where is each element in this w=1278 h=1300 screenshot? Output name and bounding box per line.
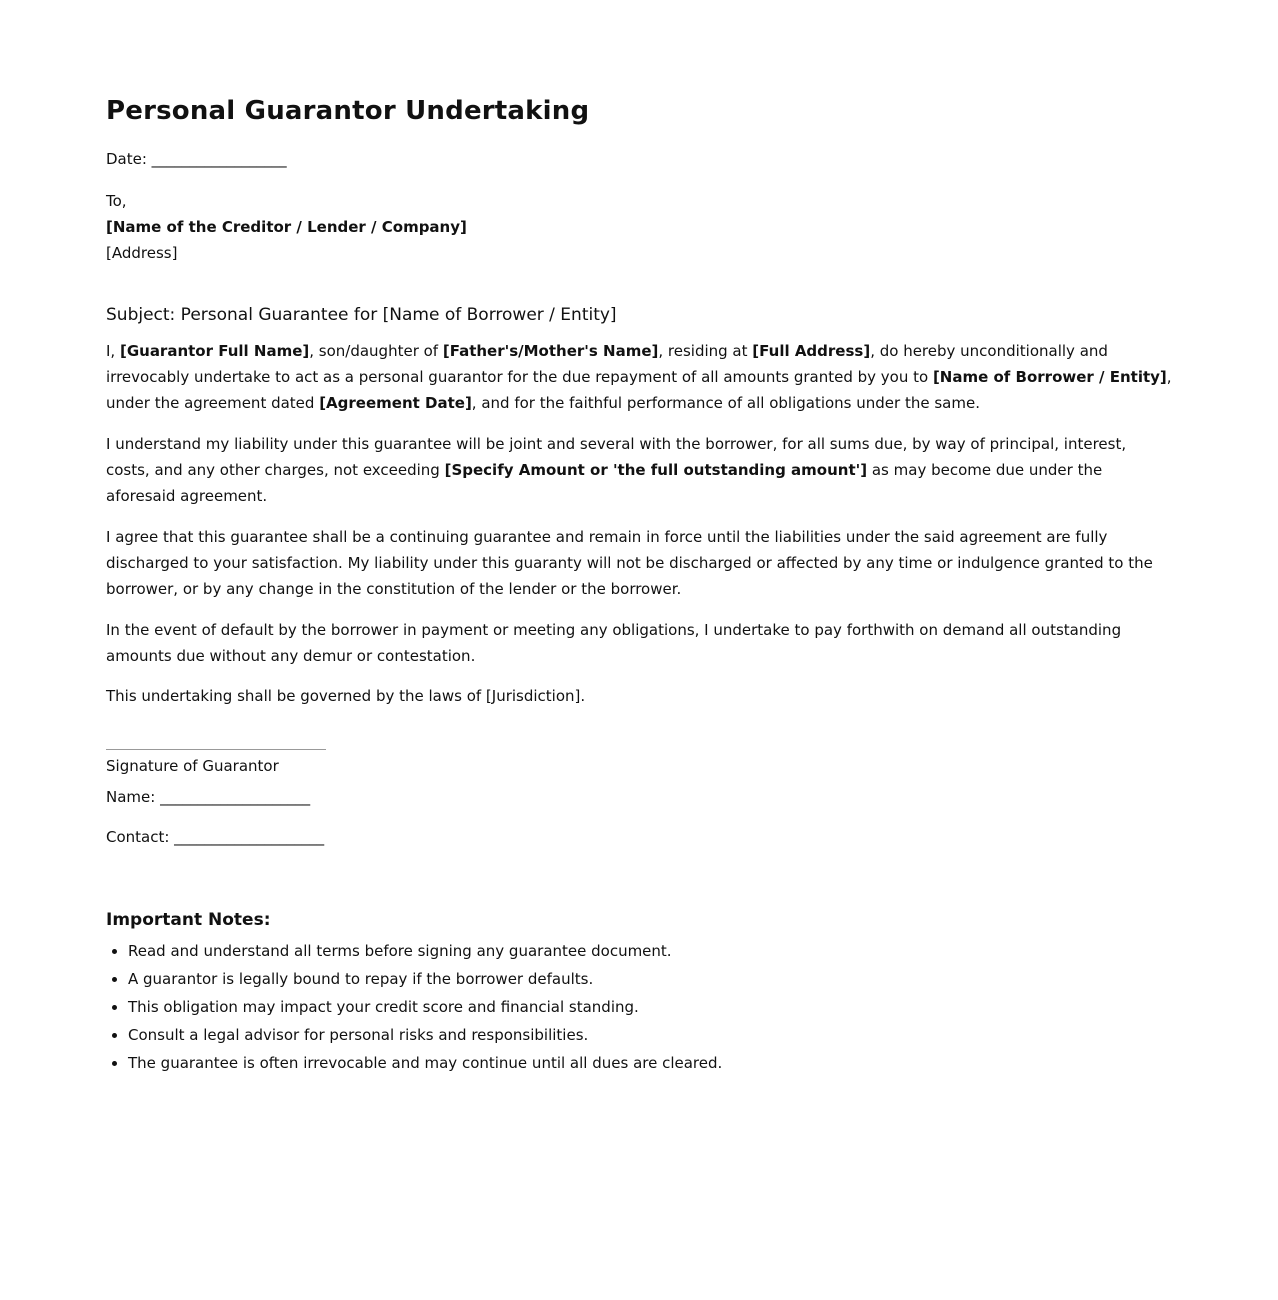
notes-heading: Important Notes: — [106, 910, 271, 930]
placeholder-guarantor-name: [Guarantor Full Name] — [119, 342, 310, 360]
signature-name-line: Name: ____________________ — [106, 788, 311, 806]
recipient-address: [Address] — [106, 244, 178, 262]
signature-label: Signature of Guarantor — [106, 757, 279, 775]
list-item: • This obligation may impact your credit score and financial standing. — [128, 993, 1172, 1021]
signature-contact-line: Contact: ____________________ — [106, 828, 325, 846]
list-item: • Consult a legal advisor for personal risks and responsibilities. — [128, 1021, 1172, 1049]
placeholder-borrower-name: [Name of Borrower / Entity] — [932, 368, 1167, 386]
subject-line: Subject: Personal Guarantee for [Name of Borrower / Entity] — [106, 305, 617, 325]
list-item: • Read and understand all terms before signing any guarantee document. — [128, 937, 1172, 965]
placeholder-amount: [Specify Amount or 'the full outstanding amount'] — [444, 461, 868, 479]
paragraph-jurisdiction: This undertaking shall be governed by the laws of [Jurisdiction]. — [106, 687, 586, 705]
paragraph-liability: I understand my liability under this guarantee will be joint and several with the borrower, for all sums due, by way of principal, interest, costs, and any other charges, not exceeding [Specify Amount or 'the full outstanding amount'] as may become due under the aforesaid agreement. — [106, 435, 1127, 505]
notes-list — [106, 937, 1172, 1077]
paragraph-continuing-guarantee: I agree that this guarantee shall be a continuing guarantee and remain in force until the liabilities under the said agreement are fully discharged to your satisfaction. My liability under this guaranty will not be discharged or affected by any time or indulgence granted to the borrower, or by any change in the constitution of the lender or the borrower. — [106, 528, 1153, 598]
placeholder-agreement-date: [Agreement Date] — [319, 394, 472, 412]
recipient-block — [106, 188, 1172, 266]
paragraph-default: In the event of default by the borrower in payment or meeting any obligations, I undertake to pay forthwith on demand all outstanding amounts due without any demur or contestation. — [106, 621, 1122, 665]
paragraph-undertaking: I, [Guarantor Full Name], son/daughter of [Father's/Mother's Name], residing at [Full Address], do hereby unconditionally and irrevocably undertake to act as a personal guarantor for the due repayment of all amounts granted by you to [Name of Borrower / Entity], under the agreement dated [Agreement Date], and for the faithful performance of all obligations under the same. — [106, 342, 1172, 412]
placeholder-parent-name: [Father's/Mother's Name] — [442, 342, 659, 360]
document-body — [106, 92, 1172, 1077]
list-item: • The guarantee is often irrevocable and may continue until all dues are cleared. — [128, 1049, 1172, 1077]
list-item: • A guarantor is legally bound to repay if the borrower defaults. — [128, 965, 1172, 993]
document-title: Personal Guarantor Undertaking — [106, 96, 590, 126]
date-line: Date: __________________ — [106, 150, 287, 168]
salutation: To, — [106, 192, 127, 210]
signature-line — [106, 749, 326, 750]
placeholder-full-address: [Full Address] — [752, 342, 871, 360]
recipient-name: [Name of the Creditor / Lender / Company] — [106, 218, 467, 236]
